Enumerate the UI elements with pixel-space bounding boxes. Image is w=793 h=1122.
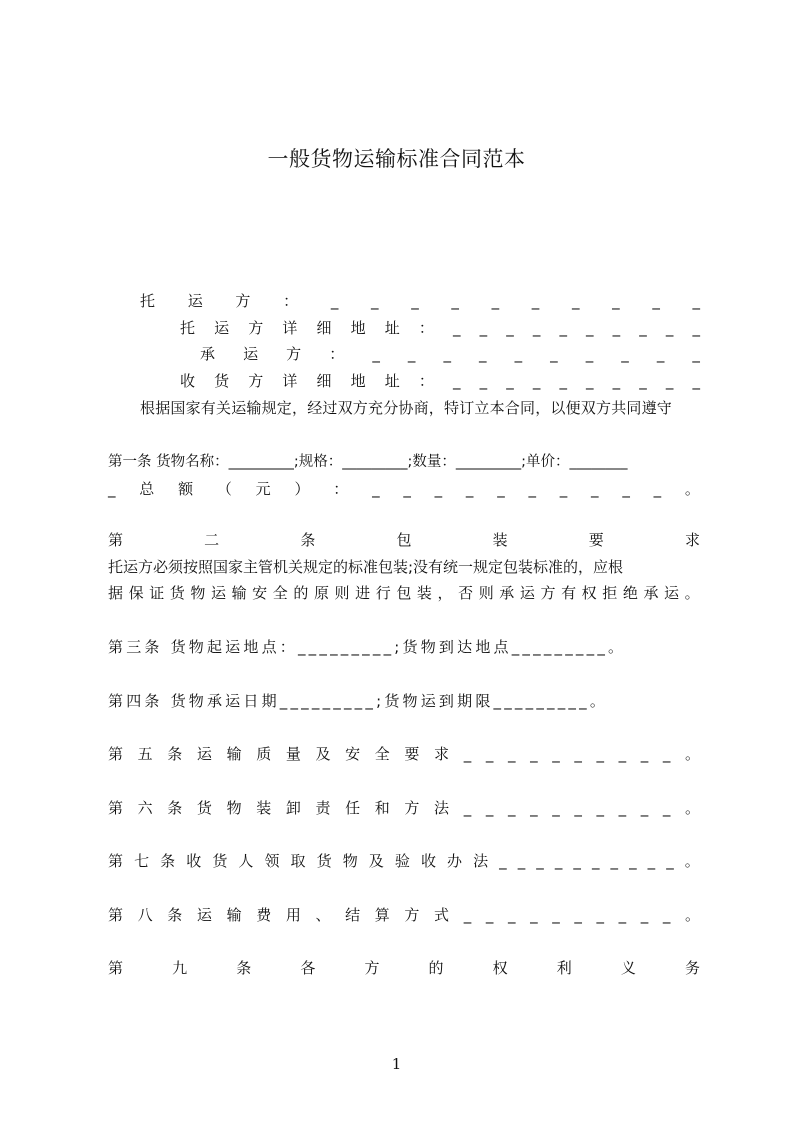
line-char: 货 <box>212 852 228 870</box>
line-char: 安 <box>252 584 268 602</box>
line-char: _ <box>552 745 560 763</box>
line-char: 条 <box>160 852 176 870</box>
article4-line: 第四条 货物承运日期_________;货物运到期限_________。 <box>108 692 609 710</box>
line-char: _ <box>550 345 558 363</box>
line-char: _ <box>453 319 461 337</box>
line-char: 包 <box>396 531 412 549</box>
line-char: _ <box>586 372 594 390</box>
line-char: 输 <box>231 584 247 602</box>
line-char: 方 <box>364 959 380 977</box>
line-char: 质 <box>256 745 272 763</box>
line-char: _ <box>629 852 637 870</box>
line-char: 运 <box>214 319 230 337</box>
line-char: 址 <box>384 319 400 337</box>
line-char: 进 <box>355 584 371 602</box>
line-char: 方 <box>235 292 251 310</box>
line-char: 收 <box>186 852 202 870</box>
line-char: _ <box>692 372 700 390</box>
line-char: _ <box>507 799 516 817</box>
line-char: _ <box>612 292 620 310</box>
line-char: 式 <box>434 906 450 924</box>
line-char: ： <box>283 292 299 310</box>
line-char: _ <box>652 292 660 310</box>
line-char: 六 <box>137 799 153 817</box>
line-char: _ <box>573 852 581 870</box>
line-char: _ <box>656 345 665 363</box>
line-char: _ <box>662 745 671 763</box>
line-char: _ <box>330 292 339 310</box>
line-char: _ <box>479 372 488 390</box>
line-char: 二 <box>204 531 220 549</box>
line-char: ： <box>418 372 434 390</box>
line-char: _ <box>528 480 536 498</box>
line-char: 的 <box>293 584 309 602</box>
line-char: _ <box>463 906 472 924</box>
line-char: _ <box>640 906 649 924</box>
line-char: _ <box>530 745 538 763</box>
line-char: _ <box>507 745 516 763</box>
line-char: _ <box>586 319 594 337</box>
line-char: 九 <box>172 959 188 977</box>
line-char: 全 <box>272 584 288 602</box>
line-char: _ <box>640 745 649 763</box>
line-char: 七 <box>134 852 150 870</box>
line-char: _ <box>612 319 621 337</box>
line-char: 。 <box>684 480 700 498</box>
line-char: 绝 <box>622 584 638 602</box>
line-char: 货 <box>169 584 185 602</box>
carrier-line <box>200 343 700 365</box>
line-char: 拒 <box>602 584 618 602</box>
line-char: _ <box>485 745 494 763</box>
line-char: _ <box>532 372 541 390</box>
line-char: _ <box>559 480 568 498</box>
line-char: 托 <box>180 319 196 337</box>
line-char: 第 <box>108 799 124 817</box>
line-char: 货 <box>196 799 212 817</box>
line-char: 装 <box>416 584 432 602</box>
line-char: 第 <box>108 745 124 763</box>
line-char: 验 <box>394 852 410 870</box>
line-char: _ <box>532 319 541 337</box>
line-char: 否 <box>458 584 474 602</box>
line-char: _ <box>479 319 488 337</box>
line-char: 额 <box>178 480 194 498</box>
line-char: 第 <box>108 531 124 549</box>
line-char: 运 <box>243 345 259 363</box>
line-char: _ <box>372 480 380 498</box>
line-char: 人 <box>238 852 254 870</box>
line-char: 输 <box>226 906 242 924</box>
line-char: 的 <box>428 959 444 977</box>
line-char: 运 <box>196 745 212 763</box>
line-char: 方 <box>404 799 420 817</box>
line-char: _ <box>463 745 472 763</box>
line-char: _ <box>485 906 494 924</box>
line-char: 方 <box>248 319 264 337</box>
line-char: 细 <box>316 319 332 337</box>
line-char: _ <box>497 480 505 498</box>
line-char: 求 <box>684 531 700 549</box>
line-char: _ <box>108 480 116 498</box>
line-char: 总 <box>139 480 155 498</box>
line-char: _ <box>531 292 540 310</box>
line-char: _ <box>618 745 627 763</box>
article2-body-line2 <box>108 582 700 604</box>
line-char: 原 <box>313 584 329 602</box>
line-char: _ <box>479 345 487 363</box>
line-char: _ <box>530 799 538 817</box>
line-char: _ <box>585 345 594 363</box>
line-char: 权 <box>581 584 597 602</box>
line-char: _ <box>574 799 582 817</box>
line-char: _ <box>552 906 560 924</box>
line-char: 责 <box>315 799 331 817</box>
line-char: _ <box>639 319 647 337</box>
line-char: 条 <box>167 745 183 763</box>
line-char: _ <box>662 906 671 924</box>
line-char: 要 <box>588 531 604 549</box>
line-char: _ <box>647 852 656 870</box>
line-char: 及 <box>368 852 384 870</box>
line-char: _ <box>407 345 416 363</box>
consignor-address-line <box>180 317 700 339</box>
line-char: _ <box>506 372 514 390</box>
line-char: _ <box>554 852 563 870</box>
line-char: _ <box>372 345 380 363</box>
line-char: 。 <box>684 799 700 817</box>
line-char: _ <box>653 480 662 498</box>
article7-line <box>108 850 700 872</box>
line-char: 装 <box>492 531 508 549</box>
line-char: _ <box>485 799 494 817</box>
line-char: 要 <box>404 745 420 763</box>
line-char: _ <box>530 906 538 924</box>
line-char: _ <box>536 852 544 870</box>
line-char: 领 <box>264 852 280 870</box>
line-char: 收 <box>420 852 436 870</box>
line-char: _ <box>692 319 700 337</box>
line-char: 。 <box>684 745 700 763</box>
line-char: _ <box>517 852 526 870</box>
line-char: 方 <box>404 906 420 924</box>
line-char: ： <box>418 319 434 337</box>
line-char: _ <box>507 906 516 924</box>
line-char: _ <box>574 906 582 924</box>
line-char: 证 <box>149 584 165 602</box>
line-char: 元 <box>255 480 271 498</box>
line-char: _ <box>596 906 604 924</box>
line-char: _ <box>559 372 567 390</box>
line-char: 及 <box>315 745 331 763</box>
line-char: _ <box>552 799 560 817</box>
article5-line <box>108 743 700 765</box>
line-char: _ <box>640 799 649 817</box>
line-char: 安 <box>345 745 361 763</box>
line-char: 据 <box>108 584 124 602</box>
line-char: 、 <box>315 906 331 924</box>
line-char: 。 <box>684 906 700 924</box>
line-char: 条 <box>300 531 316 549</box>
line-char: 有 <box>561 584 577 602</box>
line-char: 货 <box>316 852 332 870</box>
line-char: 八 <box>137 906 153 924</box>
line-char: 保 <box>128 584 144 602</box>
line-char: 细 <box>316 372 332 390</box>
line-char: 五 <box>137 745 153 763</box>
line-char: 全 <box>374 745 390 763</box>
line-char: 。 <box>684 584 700 602</box>
line-char: _ <box>443 345 451 363</box>
line-char: _ <box>596 745 604 763</box>
line-char: _ <box>622 480 630 498</box>
line-char: 则 <box>334 584 350 602</box>
preamble-text: 根据国家有关运输规定，经过双方充分协商，特订立本合同，以便双方共同遵守 <box>140 399 673 417</box>
line-char: 求 <box>434 745 450 763</box>
line-char: 用 <box>285 906 301 924</box>
line-char: （ <box>216 480 232 498</box>
line-char: 和 <box>374 799 390 817</box>
article2-body-line1: 托运方必须按照国家主管机关规定的标准包装;没有统一规定包装标准的，应根 <box>108 558 624 576</box>
line-char: 务 <box>684 959 700 977</box>
page-number: 1 <box>391 1055 402 1073</box>
line-char: 条 <box>236 959 252 977</box>
line-char: 装 <box>256 799 272 817</box>
line-char: 详 <box>282 372 298 390</box>
line-char: _ <box>665 319 674 337</box>
line-char: _ <box>574 745 582 763</box>
line-char: _ <box>411 292 419 310</box>
line-char: _ <box>621 345 629 363</box>
line-char: 第 <box>108 959 124 977</box>
line-char: 详 <box>282 319 298 337</box>
article6-line <box>108 797 700 819</box>
consignor-line <box>140 290 700 312</box>
line-char: 收 <box>180 372 196 390</box>
line-char: _ <box>463 799 472 817</box>
line-char: _ <box>665 372 674 390</box>
line-char: 承 <box>499 584 515 602</box>
line-char: 地 <box>350 319 366 337</box>
line-char: _ <box>514 345 523 363</box>
line-char: 办 <box>447 852 463 870</box>
line-char: _ <box>639 372 647 390</box>
line-char: 任 <box>345 799 361 817</box>
line-char: _ <box>591 852 600 870</box>
line-char: ） <box>294 480 310 498</box>
line-char: _ <box>591 480 599 498</box>
line-char: _ <box>371 292 379 310</box>
line-char: 量 <box>285 745 301 763</box>
line-char: 卸 <box>285 799 301 817</box>
line-char: _ <box>434 480 443 498</box>
line-char: 第 <box>108 852 124 870</box>
line-char: _ <box>403 480 411 498</box>
line-char: _ <box>499 852 507 870</box>
line-char: _ <box>692 345 700 363</box>
article1-line1: 第一条 货物名称：_________;规格：_________;数量：_________;单价：________ <box>108 454 628 470</box>
line-char: 物 <box>190 584 206 602</box>
line-char: _ <box>451 292 459 310</box>
line-char: 运 <box>187 292 203 310</box>
line-char: 结 <box>345 906 361 924</box>
line-char: _ <box>571 292 580 310</box>
line-char: 承 <box>643 584 659 602</box>
line-char: ： <box>333 480 349 498</box>
line-char: ： <box>329 345 345 363</box>
line-char: 算 <box>374 906 390 924</box>
line-char: _ <box>465 480 474 498</box>
line-char: _ <box>618 906 627 924</box>
article1-line2 <box>108 478 700 500</box>
line-char: 运 <box>196 906 212 924</box>
line-char: _ <box>618 799 627 817</box>
line-char: 法 <box>473 852 489 870</box>
line-char: 运 <box>519 584 535 602</box>
line-char: 承 <box>200 345 216 363</box>
line-char: _ <box>453 372 461 390</box>
line-char: 权 <box>492 959 508 977</box>
line-char: _ <box>692 292 700 310</box>
line-char: 地 <box>350 372 366 390</box>
line-char: 物 <box>226 799 242 817</box>
line-char: 费 <box>256 906 272 924</box>
line-char: 义 <box>620 959 636 977</box>
line-char: 方 <box>248 372 264 390</box>
line-char: 则 <box>478 584 494 602</box>
article3-line: 第三条 货物起运地点：_________;货物到达地点_________。 <box>108 638 627 656</box>
line-char: 行 <box>375 584 391 602</box>
article9-heading <box>108 957 700 979</box>
line-char: 运 <box>210 584 226 602</box>
line-char: _ <box>506 319 514 337</box>
line-char: 方 <box>286 345 302 363</box>
line-char: _ <box>666 852 674 870</box>
line-char: 托 <box>140 292 156 310</box>
line-char: 方 <box>540 584 556 602</box>
article2-heading <box>108 529 700 551</box>
line-char: 各 <box>300 959 316 977</box>
line-char: _ <box>610 852 619 870</box>
line-char: ， <box>437 584 453 602</box>
line-char: 法 <box>434 799 450 817</box>
line-char: 。 <box>684 852 700 870</box>
line-char: 货 <box>214 372 230 390</box>
line-char: 第 <box>108 906 124 924</box>
line-char: 条 <box>167 906 183 924</box>
article8-line <box>108 904 700 926</box>
line-char: 包 <box>396 584 412 602</box>
line-char: 输 <box>226 745 242 763</box>
line-char: 条 <box>167 799 183 817</box>
line-char: _ <box>491 292 500 310</box>
line-char: _ <box>662 799 671 817</box>
document-title: 一般货物运输标准合同范本 <box>267 147 526 171</box>
consignee-address-line <box>180 370 700 392</box>
line-char: 运 <box>664 584 680 602</box>
line-char: 取 <box>290 852 306 870</box>
line-char: _ <box>612 372 621 390</box>
line-char: _ <box>596 799 604 817</box>
line-char: 址 <box>384 372 400 390</box>
line-char: 物 <box>342 852 358 870</box>
line-char: 利 <box>556 959 572 977</box>
line-char: _ <box>559 319 567 337</box>
